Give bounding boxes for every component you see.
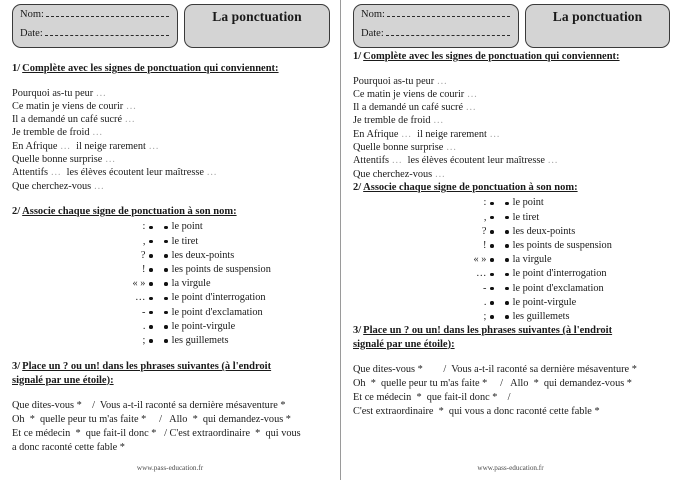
sign-row[interactable]	[353, 225, 505, 239]
answer-blank[interactable]: …	[466, 88, 478, 100]
connector-dot[interactable]	[164, 254, 168, 258]
punctuation-name: le point	[171, 221, 203, 233]
punctuation-name: le point-virgule	[171, 320, 236, 332]
punctuation-sign: …	[476, 268, 487, 280]
punctuation-signs-column	[12, 220, 164, 348]
exercise-1-line	[353, 168, 670, 181]
exercise-1-line	[353, 128, 670, 141]
exercise-1	[353, 50, 670, 181]
exercise-3-sentence: Oh * quelle peur tu m'as faite * / Allo * qui demandez-vous *	[12, 414, 291, 426]
sentence-text-continued: il neige rarement	[411, 128, 490, 140]
sentence-text: Pourquoi as-tu peur	[12, 87, 96, 99]
date-label: Date:	[20, 28, 43, 39]
answer-blank[interactable]: …	[401, 128, 412, 140]
exercise-2-matching	[12, 220, 330, 348]
punctuation-sign: !	[482, 239, 487, 251]
panel-header	[12, 4, 330, 50]
connector-dot[interactable]	[164, 226, 168, 230]
answer-blank[interactable]: …	[104, 153, 116, 165]
footer-credit-right[interactable]: www.pass-education.fr	[477, 464, 544, 472]
exercise-1-line	[12, 113, 330, 126]
exercise-1-heading	[353, 50, 670, 64]
connector-dot[interactable]	[164, 311, 168, 315]
exercise-3-instruction-line-1: Place un ? ou un! dans les phrases suivantes (à l'endroit	[363, 325, 613, 337]
connector-dot[interactable]	[505, 216, 509, 220]
name-row[interactable]	[164, 320, 330, 334]
sign-row[interactable]	[12, 277, 164, 291]
exercise-3	[353, 324, 670, 419]
sign-row[interactable]	[12, 235, 164, 249]
punctuation-name: le point d'interrogation	[171, 292, 266, 304]
answer-blank[interactable]: …	[125, 100, 137, 112]
punctuation-name: la virgule	[512, 254, 552, 266]
answer-blank[interactable]: …	[391, 155, 403, 167]
name-row[interactable]	[164, 334, 330, 348]
connector-dot[interactable]	[164, 240, 168, 244]
answer-blank[interactable]: …	[489, 128, 501, 140]
connector-dot[interactable]	[149, 325, 153, 329]
connector-dot[interactable]	[490, 315, 494, 319]
sentence-text: Attentifs	[353, 155, 392, 167]
sentence-text: Il a demandé un café sucré	[353, 102, 466, 114]
connector-dot[interactable]	[490, 216, 494, 220]
exercise-1-line	[353, 101, 670, 114]
name-row[interactable]	[164, 249, 330, 263]
name-row[interactable]	[164, 220, 330, 234]
date-label: Date:	[361, 28, 384, 39]
exercise-1-line	[12, 153, 330, 166]
punctuation-name: le point d'interrogation	[512, 268, 607, 280]
name-row[interactable]	[164, 291, 330, 305]
exercise-3-instruction-line-2: signalé par une étoile):	[12, 374, 114, 386]
page-title: La ponctuation	[552, 9, 643, 24]
date-field-row	[361, 28, 510, 47]
worksheet-title-box	[525, 4, 670, 48]
exercise-1-line	[353, 141, 670, 154]
sign-row[interactable]	[353, 267, 505, 281]
exercise-1-line	[12, 180, 330, 193]
punctuation-name: les deux-points	[171, 249, 235, 261]
sentence-text: Quelle bonne surprise	[353, 141, 446, 153]
punctuation-sign: ?	[481, 225, 487, 237]
answer-blank[interactable]: …	[206, 167, 218, 179]
name-label: Nom:	[361, 9, 385, 20]
name-row[interactable]	[164, 306, 330, 320]
sign-row[interactable]	[12, 263, 164, 277]
exercise-1-line	[12, 87, 330, 100]
connector-dot[interactable]	[149, 339, 153, 343]
name-row[interactable]	[505, 253, 670, 267]
footer-credit-left[interactable]: www.pass-education.fr	[136, 464, 204, 472]
exercise-1-line	[12, 126, 330, 139]
exercise-3-sentences-left	[12, 399, 330, 455]
sentence-text: Quelle bonne surprise	[12, 153, 105, 165]
connector-dot[interactable]	[164, 282, 168, 286]
punctuation-name: le tiret	[512, 211, 540, 223]
punctuation-sign: ;	[142, 334, 146, 346]
punctuation-sign: :	[483, 197, 487, 209]
name-write-line[interactable]	[46, 15, 169, 17]
sentence-text: Je tremble de froid	[353, 115, 434, 127]
punctuation-name: le point	[512, 197, 544, 209]
name-row[interactable]	[505, 239, 670, 253]
exercise-3-sentence: a donc raconté cette fable *	[12, 442, 125, 454]
exercise-2-instruction: Associe chaque signe de ponctuation à son nom:	[22, 205, 237, 217]
exercise-1-line	[353, 75, 670, 88]
sign-row[interactable]	[353, 239, 505, 253]
punctuation-sign: ,	[142, 235, 146, 247]
exercise-1-line	[12, 140, 330, 153]
punctuation-name: le point d'exclamation	[171, 306, 263, 318]
sentence-text-continued: les élèves écoutent leur maîtresse	[61, 167, 207, 179]
name-row[interactable]	[505, 225, 670, 239]
punctuation-name: les guillemets	[171, 334, 229, 346]
date-write-line[interactable]	[386, 34, 510, 36]
sign-row[interactable]	[12, 249, 164, 263]
connector-dot[interactable]	[505, 230, 509, 234]
answer-blank[interactable]: …	[433, 115, 444, 127]
exercise-1-heading	[12, 62, 330, 76]
punctuation-name: les points de suspension	[171, 263, 271, 275]
answer-blank[interactable]: …	[465, 102, 477, 114]
punctuation-sign: -	[141, 306, 146, 318]
exercise-1-number: 1/	[353, 51, 362, 62]
exercise-1	[12, 62, 330, 193]
name-row[interactable]	[505, 310, 670, 324]
exercise-2-number: 2/	[353, 181, 362, 193]
sentence-text: Il a demandé un café sucré	[12, 114, 125, 126]
panel-header	[353, 4, 670, 50]
name-row[interactable]	[505, 282, 670, 296]
connector-dot[interactable]	[505, 273, 509, 277]
page-title: La ponctuation	[212, 9, 302, 24]
connector-dot[interactable]	[490, 258, 494, 262]
exercise-3-sentence: Et ce médecin * que fait-il donc * /	[353, 392, 511, 404]
sign-row[interactable]	[353, 196, 505, 210]
sign-row[interactable]	[12, 306, 164, 320]
exercise-3-sentence: Oh * quelle peur tu m'as faite * / Allo * qui demandez-vous *	[353, 378, 632, 390]
name-row[interactable]	[505, 196, 670, 210]
sign-row[interactable]	[12, 220, 164, 234]
punctuation-name: le point d'exclamation	[512, 282, 604, 294]
punctuation-sign: :	[142, 221, 146, 233]
name-row[interactable]	[505, 211, 670, 225]
exercise-3-sentences-right	[353, 363, 670, 419]
exercise-3	[12, 360, 330, 455]
connector-dot[interactable]	[490, 202, 494, 206]
punctuation-sign: -	[482, 282, 487, 294]
exercise-1-instruction: Complète avec les signes de ponctuation qui conviennent:	[22, 63, 279, 74]
punctuation-sign: .	[142, 320, 146, 332]
exercise-3-sentence: C'est extraordinaire * qui vous a donc raconté cette fable *	[353, 406, 600, 418]
answer-blank[interactable]: …	[445, 141, 457, 153]
sentence-text: Que cherchez-vous	[353, 168, 435, 180]
answer-blank[interactable]: …	[547, 155, 559, 167]
name-row[interactable]	[505, 267, 670, 281]
exercise-3-sentence: Et ce médecin * que fait-il donc * / C'est extraordinaire * qui vous	[12, 428, 301, 440]
sign-row[interactable]	[353, 211, 505, 225]
connector-dot[interactable]	[490, 301, 494, 305]
sentence-text-continued: les élèves écoutent leur maîtresse	[402, 155, 548, 167]
punctuation-sign: « »	[132, 278, 146, 290]
connector-dot[interactable]	[164, 325, 168, 329]
exercise-2-heading	[353, 181, 670, 195]
sign-row[interactable]	[353, 296, 505, 310]
punctuation-sign: !	[141, 263, 146, 275]
answer-blank[interactable]: …	[50, 167, 62, 179]
sentence-text: Que cherchez-vous	[12, 180, 94, 192]
connector-dot[interactable]	[149, 268, 153, 272]
connector-dot[interactable]	[149, 240, 153, 244]
exercise-3-sentence: Que dites-vous * / Vous a-t-il raconté sa dernière mésaventure *	[12, 400, 286, 412]
exercise-2	[12, 205, 330, 348]
punctuation-name: les deux-points	[512, 225, 576, 237]
answer-blank[interactable]: …	[436, 75, 448, 87]
connector-dot[interactable]	[149, 311, 153, 315]
punctuation-name: les points de suspension	[512, 239, 612, 251]
connector-dot[interactable]	[149, 226, 153, 230]
exercise-3-instruction-line-1: Place un ? ou un! dans les phrases suivantes (à l'endroit	[22, 361, 272, 373]
sentence-text: Pourquoi as-tu peur	[353, 75, 437, 87]
exercise-3-number: 3/	[353, 325, 362, 337]
punctuation-names-column	[505, 196, 670, 324]
student-info-box	[12, 4, 178, 48]
punctuation-sign: « »	[473, 254, 487, 266]
answer-blank[interactable]: …	[148, 140, 160, 152]
worksheet-title-box	[184, 4, 330, 48]
punctuation-sign: ;	[483, 310, 487, 322]
exercise-2-number: 2/	[12, 205, 21, 217]
connector-dot[interactable]	[149, 297, 153, 301]
connector-dot[interactable]	[505, 315, 509, 319]
sign-row[interactable]	[12, 291, 164, 305]
sentence-text: Ce matin je viens de courir	[12, 100, 126, 112]
punctuation-name: la virgule	[171, 278, 211, 290]
exercise-3-heading	[353, 324, 670, 351]
sign-row[interactable]	[12, 320, 164, 334]
connector-dot[interactable]	[505, 244, 509, 248]
sign-row[interactable]	[353, 253, 505, 267]
connector-dot[interactable]	[164, 297, 168, 301]
name-row[interactable]	[164, 235, 330, 249]
exercise-1-line	[353, 88, 670, 101]
punctuation-sign: .	[483, 296, 487, 308]
connector-dot[interactable]	[164, 339, 168, 343]
name-label: Nom:	[20, 9, 44, 20]
connector-dot[interactable]	[149, 282, 153, 286]
answer-blank[interactable]: …	[434, 168, 446, 180]
sentence-text: Ce matin je viens de courir	[353, 88, 467, 100]
exercise-2-heading	[12, 205, 330, 219]
answer-blank[interactable]: …	[124, 114, 136, 126]
name-field-row	[20, 9, 169, 28]
connector-dot[interactable]	[505, 287, 509, 291]
sign-row[interactable]	[353, 282, 505, 296]
punctuation-name: les guillemets	[512, 310, 570, 322]
answer-blank[interactable]: …	[60, 140, 71, 152]
punctuation-sign: ?	[140, 249, 146, 261]
connector-dot[interactable]	[505, 202, 509, 206]
connector-dot[interactable]	[164, 268, 168, 272]
sign-row[interactable]	[353, 310, 505, 324]
sentence-text: En Afrique	[12, 140, 61, 152]
sentence-text: En Afrique	[353, 128, 402, 140]
sentence-text: Je tremble de froid	[12, 127, 93, 139]
connector-dot[interactable]	[149, 254, 153, 258]
exercise-3-number: 3/	[12, 361, 21, 373]
exercise-3-instruction-line-2: signalé par une étoile):	[353, 338, 455, 350]
name-write-line[interactable]	[387, 15, 510, 17]
sentence-text: Attentifs	[12, 167, 51, 179]
connector-dot[interactable]	[505, 301, 509, 305]
date-field-row	[20, 28, 169, 47]
exercise-2	[353, 181, 670, 324]
punctuation-signs-column	[353, 196, 505, 324]
punctuation-names-column	[164, 220, 330, 348]
name-row[interactable]	[505, 296, 670, 310]
worksheet-panel-right	[340, 0, 680, 480]
name-row[interactable]	[164, 263, 330, 277]
exercise-2-instruction: Associe chaque signe de ponctuation à son nom:	[363, 181, 578, 193]
name-row[interactable]	[164, 277, 330, 291]
student-info-box	[353, 4, 519, 48]
punctuation-sign: ,	[483, 211, 487, 223]
exercise-3-sentence: Que dites-vous * / Vous a-t-il raconté sa dernière mésaventure *	[353, 364, 637, 376]
punctuation-name: le point-virgule	[512, 296, 577, 308]
exercise-1-instruction: Complète avec les signes de ponctuation qui conviennent:	[363, 51, 620, 62]
exercise-1-number: 1/	[12, 63, 21, 74]
exercise-3-heading	[12, 360, 330, 387]
exercise-1-line	[12, 166, 330, 179]
connector-dot[interactable]	[490, 230, 494, 234]
exercise-1-lines	[12, 87, 330, 193]
name-field-row	[361, 9, 510, 28]
sentence-text-continued: il neige rarement	[70, 140, 149, 152]
answer-blank[interactable]: …	[95, 87, 107, 99]
answer-blank[interactable]: …	[92, 127, 103, 139]
sign-row[interactable]	[12, 334, 164, 348]
connector-dot[interactable]	[490, 273, 494, 277]
exercise-1-line	[353, 114, 670, 127]
answer-blank[interactable]: …	[93, 180, 105, 192]
connector-dot[interactable]	[490, 244, 494, 248]
exercise-2-matching	[353, 196, 670, 324]
exercise-1-lines	[353, 75, 670, 181]
punctuation-name: le tiret	[171, 235, 199, 247]
date-write-line[interactable]	[45, 34, 169, 36]
exercise-1-line	[12, 100, 330, 113]
connector-dot[interactable]	[490, 287, 494, 291]
exercise-1-line	[353, 154, 670, 167]
connector-dot[interactable]	[505, 258, 509, 262]
punctuation-sign: …	[135, 292, 146, 304]
